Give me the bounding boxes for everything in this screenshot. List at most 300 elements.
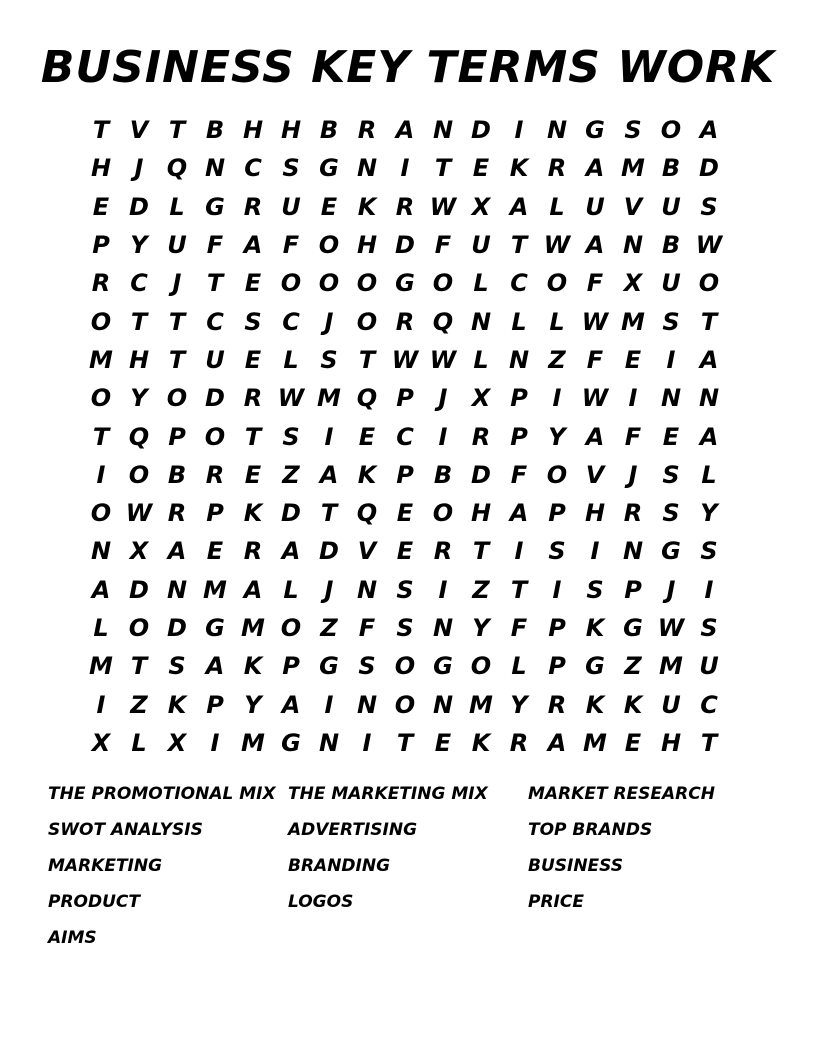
grid-letter[interactable]: X [471,192,491,221]
grid-letter[interactable]: M [241,614,265,642]
grid-letter[interactable]: P [548,652,566,681]
grid-letter[interactable]: D [205,384,225,413]
grid-letter[interactable]: D [471,116,491,145]
grid-letter[interactable]: R [205,460,225,489]
grid-letter[interactable]: U [661,269,681,298]
grid-letter[interactable]: O [90,384,112,413]
grid-letter[interactable]: S [282,422,300,451]
grid-letter[interactable]: M [469,690,493,719]
grid-letter[interactable]: N [508,345,530,374]
grid-letter[interactable]: Y [130,384,148,413]
grid-letter[interactable]: P [548,614,566,642]
grid-letter[interactable]: P [510,384,528,413]
grid-letter[interactable]: K [357,460,377,489]
grid-letter[interactable]: A [699,422,719,451]
grid-letter[interactable]: S [662,499,680,528]
grid-letter[interactable]: U [661,690,681,719]
grid-letter[interactable]: S [168,652,186,681]
grid-letter[interactable]: D [699,154,719,183]
grid-letter[interactable]: A [395,116,415,145]
grid-letter[interactable]: E [320,192,338,221]
grid-letter[interactable]: H [280,116,302,145]
word-search-grid [82,111,728,762]
grid-letter[interactable]: W [581,307,609,336]
grid-letter[interactable]: T [358,345,376,374]
grid-letter[interactable]: H [660,728,682,757]
grid-letter[interactable]: I [704,575,714,604]
grid-letter[interactable]: E [244,345,262,374]
grid-letter[interactable]: K [243,499,263,528]
grid-letter[interactable]: D [167,614,187,642]
grid-letter[interactable]: R [243,384,263,413]
grid-letter[interactable]: L [169,192,185,221]
grid-letter[interactable]: M [621,154,645,183]
grid-letter[interactable]: O [128,460,150,489]
grid-letter[interactable]: P [206,499,224,528]
grid-letter[interactable]: R [357,116,377,145]
grid-letter[interactable]: A [585,154,605,183]
grid-letter[interactable]: E [472,154,490,183]
word-list-item: BUSINESS [528,856,624,876]
grid-letter[interactable]: N [356,690,378,719]
grid-letter[interactable]: W [657,614,685,642]
grid-row [82,149,728,187]
grid-letter[interactable]: N [546,116,568,145]
grid-letter[interactable]: P [282,652,300,681]
grid-letter[interactable]: T [130,652,148,681]
grid-letter[interactable]: W [695,231,723,260]
grid-letter[interactable]: N [204,154,226,183]
grid-letter[interactable]: B [167,460,187,489]
grid-letter[interactable]: S [586,575,604,604]
grid-letter[interactable]: T [244,422,262,451]
grid-letter[interactable]: B [661,231,681,260]
grid-letter[interactable]: X [623,269,643,298]
grid-letter[interactable]: G [395,269,415,298]
grid-letter[interactable]: N [318,728,340,757]
grid-letter[interactable]: U [471,231,491,260]
grid-letter[interactable]: F [510,614,528,642]
grid-letter[interactable]: T [130,307,148,336]
grid-letter[interactable]: H [242,116,264,145]
grid-letter[interactable]: W [277,384,305,413]
grid-letter[interactable]: O [166,384,188,413]
grid-letter[interactable]: G [281,728,301,757]
grid-letter[interactable]: N [90,537,112,566]
grid-letter[interactable]: S [700,192,718,221]
grid-letter[interactable]: C [282,307,300,336]
grid-letter[interactable]: P [396,460,414,489]
grid-letter[interactable]: F [624,422,642,451]
grid-letter[interactable]: V [357,537,377,566]
grid-letter[interactable]: P [396,384,414,413]
grid-row [82,571,728,609]
grid-letter[interactable]: O [470,652,492,681]
grid-letter[interactable]: D [281,499,301,528]
grid-letter[interactable]: A [281,690,301,719]
grid-letter[interactable]: O [394,652,416,681]
grid-letter[interactable]: N [356,154,378,183]
grid-letter[interactable]: A [91,575,111,604]
grid-letter[interactable]: I [362,728,372,757]
grid-letter[interactable]: A [205,652,225,681]
grid-letter[interactable]: O [90,307,112,336]
grid-letter[interactable]: U [167,231,187,260]
grid-letter[interactable]: T [92,422,110,451]
grid-letter[interactable]: K [471,728,491,757]
grid-letter[interactable]: K [585,614,605,642]
grid-letter[interactable]: Y [244,690,262,719]
grid-letter[interactable]: F [586,345,604,374]
grid-letter[interactable]: P [92,231,110,260]
grid-letter[interactable]: S [244,307,262,336]
grid-letter[interactable]: Q [356,499,378,528]
grid-letter[interactable]: I [666,345,676,374]
grid-letter[interactable]: G [623,614,643,642]
grid-row [82,111,728,149]
grid-letter[interactable]: B [433,460,453,489]
grid-letter[interactable]: E [396,499,414,528]
grid-letter[interactable]: E [624,345,642,374]
grid-letter[interactable]: C [244,154,262,183]
grid-letter[interactable]: M [89,652,113,681]
grid-letter[interactable]: D [129,192,149,221]
grid-letter[interactable]: O [660,116,682,145]
grid-letter[interactable]: R [243,537,263,566]
grid-letter[interactable]: A [243,231,263,260]
grid-letter[interactable]: I [514,116,524,145]
grid-letter[interactable]: G [205,614,225,642]
grid-letter[interactable]: L [701,460,717,489]
grid-letter[interactable]: M [203,575,227,604]
grid-letter[interactable]: W [125,499,153,528]
grid-letter[interactable]: S [548,537,566,566]
grid-letter[interactable]: K [167,690,187,719]
grid-letter[interactable]: Y [472,614,490,642]
grid-letter[interactable]: A [319,460,339,489]
grid-letter[interactable]: P [510,422,528,451]
grid-letter[interactable]: A [585,422,605,451]
grid-letter[interactable]: N [622,231,644,260]
grid-letter[interactable]: C [130,269,148,298]
grid-letter[interactable]: T [206,269,224,298]
grid-letter[interactable]: W [429,192,457,221]
grid-letter[interactable]: M [659,652,683,681]
grid-letter[interactable]: S [396,614,414,642]
grid-letter[interactable]: I [628,384,638,413]
grid-letter[interactable]: N [622,537,644,566]
grid-letter[interactable]: A [509,499,529,528]
grid-letter[interactable]: E [244,269,262,298]
grid-letter[interactable]: X [129,537,149,566]
grid-letter[interactable]: G [433,652,453,681]
grid-letter[interactable]: E [206,537,224,566]
grid-letter[interactable]: A [699,116,719,145]
grid-letter[interactable]: T [472,537,490,566]
word-list-item: MARKET RESEARCH [528,784,715,804]
grid-letter[interactable]: I [590,537,600,566]
grid-letter[interactable]: K [585,690,605,719]
grid-letter[interactable]: S [396,575,414,604]
grid-letter[interactable]: A [547,728,567,757]
grid-letter[interactable]: N [698,384,720,413]
grid-letter[interactable]: R [547,154,567,183]
grid-letter[interactable]: B [205,116,225,145]
grid-letter[interactable]: N [356,575,378,604]
grid-letter[interactable]: A [585,231,605,260]
grid-letter[interactable]: R [433,537,453,566]
grid-letter[interactable]: L [473,345,489,374]
grid-letter[interactable]: R [509,728,529,757]
grid-letter[interactable]: Y [130,231,148,260]
grid-letter[interactable]: N [470,307,492,336]
grid-letter[interactable]: O [280,269,302,298]
grid-letter[interactable]: T [510,575,528,604]
grid-letter[interactable]: E [92,192,110,221]
grid-letter[interactable]: G [319,154,339,183]
grid-letter[interactable]: S [700,537,718,566]
grid-letter[interactable]: K [623,690,643,719]
grid-letter[interactable]: Q [432,307,454,336]
grid-letter[interactable]: S [662,307,680,336]
grid-letter[interactable]: Z [548,345,566,374]
grid-letter[interactable]: W [543,231,571,260]
grid-letter[interactable]: S [320,345,338,374]
grid-letter[interactable]: U [281,192,301,221]
grid-letter[interactable]: R [167,499,187,528]
grid-letter[interactable]: S [700,614,718,642]
grid-letter[interactable]: R [471,422,491,451]
grid-letter[interactable]: Z [624,652,642,681]
grid-letter[interactable]: L [511,307,527,336]
grid-letter[interactable]: L [549,192,565,221]
grid-letter[interactable]: L [283,575,299,604]
grid-letter[interactable]: U [699,652,719,681]
grid-letter[interactable]: F [586,269,604,298]
grid-letter[interactable]: T [434,154,452,183]
word-list-item: PRICE [528,892,584,912]
grid-letter[interactable]: J [172,269,182,298]
grid-letter[interactable]: K [243,652,263,681]
grid-letter[interactable]: E [624,728,642,757]
grid-letter[interactable]: W [429,345,457,374]
grid-letter[interactable]: J [324,575,334,604]
grid-letter[interactable]: H [584,499,606,528]
grid-letter[interactable]: T [700,307,718,336]
grid-letter[interactable]: I [438,422,448,451]
grid-letter[interactable]: I [96,460,106,489]
grid-letter[interactable]: H [356,231,378,260]
grid-letter[interactable]: Z [282,460,300,489]
grid-letter[interactable]: U [585,192,605,221]
grid-letter[interactable]: G [585,652,605,681]
grid-letter[interactable]: V [623,192,643,221]
grid-letter[interactable]: E [434,728,452,757]
grid-letter[interactable]: O [356,307,378,336]
grid-letter[interactable]: P [548,499,566,528]
grid-letter[interactable]: O [546,460,568,489]
grid-letter[interactable]: N [432,690,454,719]
grid-letter[interactable]: E [358,422,376,451]
grid-letter[interactable]: I [400,154,410,183]
grid-letter[interactable]: R [395,307,415,336]
grid-letter[interactable]: R [91,269,111,298]
grid-letter[interactable]: J [134,154,144,183]
grid-letter[interactable]: G [205,192,225,221]
grid-letter[interactable]: H [470,499,492,528]
word-list-item: AIMS [48,928,97,948]
grid-letter[interactable]: O [280,614,302,642]
grid-row [82,609,728,647]
grid-letter[interactable]: D [129,575,149,604]
grid-letter[interactable]: X [471,384,491,413]
grid-letter[interactable]: C [396,422,414,451]
grid-letter[interactable]: T [320,499,338,528]
grid-letter[interactable]: G [585,116,605,145]
grid-letter[interactable]: V [585,460,605,489]
grid-letter[interactable]: Q [356,384,378,413]
grid-letter[interactable]: M [621,307,645,336]
grid-letter[interactable]: U [661,192,681,221]
grid-letter[interactable]: A [243,575,263,604]
grid-letter[interactable]: O [698,269,720,298]
grid-letter[interactable]: N [432,116,454,145]
grid-letter[interactable]: B [661,154,681,183]
grid-letter[interactable]: R [395,192,415,221]
grid-letter[interactable]: Y [700,499,718,528]
grid-letter[interactable]: M [89,345,113,374]
grid-letter[interactable]: Z [320,614,338,642]
grid-letter[interactable]: E [396,537,414,566]
grid-letter[interactable]: C [206,307,224,336]
grid-letter[interactable]: A [167,537,187,566]
grid-letter[interactable]: D [395,231,415,260]
grid-letter[interactable]: M [241,728,265,757]
grid-letter[interactable]: Z [472,575,490,604]
grid-letter[interactable]: I [438,575,448,604]
grid-letter[interactable]: N [432,614,454,642]
grid-letter[interactable]: I [96,690,106,719]
grid-letter[interactable]: H [90,154,112,183]
grid-letter[interactable]: P [168,422,186,451]
grid-letter[interactable]: R [243,192,263,221]
grid-letter[interactable]: M [317,384,341,413]
grid-letter[interactable]: A [281,537,301,566]
grid-letter[interactable]: T [396,728,414,757]
grid-letter[interactable]: J [628,460,638,489]
grid-row [82,724,728,762]
grid-letter[interactable]: J [324,307,334,336]
grid-letter[interactable]: R [547,690,567,719]
grid-letter[interactable]: P [206,690,224,719]
grid-letter[interactable]: A [699,345,719,374]
grid-letter[interactable]: U [205,345,225,374]
grid-letter[interactable]: O [318,231,340,260]
grid-letter[interactable]: F [510,460,528,489]
grid-letter[interactable]: Q [128,422,150,451]
grid-letter[interactable]: Y [510,690,528,719]
grid-letter[interactable]: S [282,154,300,183]
grid-letter[interactable]: D [471,460,491,489]
grid-letter[interactable]: E [244,460,262,489]
grid-letter[interactable]: W [391,345,419,374]
grid-letter[interactable]: F [358,614,376,642]
grid-letter[interactable]: S [624,116,642,145]
grid-letter[interactable]: I [324,690,334,719]
grid-letter[interactable]: O [318,269,340,298]
word-list-item: BRANDING [288,856,391,876]
grid-letter[interactable]: N [166,575,188,604]
grid-letter[interactable]: O [394,690,416,719]
grid-letter[interactable]: L [93,614,109,642]
grid-letter[interactable]: T [92,116,110,145]
grid-letter[interactable]: O [356,269,378,298]
grid-letter[interactable]: M [583,728,607,757]
grid-letter[interactable]: X [167,728,187,757]
grid-letter[interactable]: G [661,537,681,566]
grid-letter[interactable]: J [666,575,676,604]
grid-letter[interactable]: L [131,728,147,757]
grid-letter[interactable]: W [581,384,609,413]
grid-letter[interactable]: S [662,460,680,489]
grid-letter[interactable]: F [282,231,300,260]
grid-letter[interactable]: I [552,384,562,413]
grid-letter[interactable]: L [511,652,527,681]
grid-letter[interactable]: P [624,575,642,604]
grid-letter[interactable]: V [129,116,149,145]
grid-letter[interactable]: C [510,269,528,298]
grid-letter[interactable]: F [434,231,452,260]
grid-letter[interactable]: Z [130,690,148,719]
grid-letter[interactable]: E [662,422,680,451]
grid-letter[interactable]: O [90,499,112,528]
grid-letter[interactable]: B [319,116,339,145]
grid-letter[interactable]: F [206,231,224,260]
grid-letter[interactable]: O [432,269,454,298]
grid-letter[interactable]: R [623,499,643,528]
grid-letter[interactable]: A [509,192,529,221]
grid-letter[interactable]: I [210,728,220,757]
grid-letter[interactable]: T [510,231,528,260]
grid-letter[interactable]: O [432,499,454,528]
grid-letter[interactable]: X [91,728,111,757]
grid-letter[interactable]: T [168,116,186,145]
grid-letter[interactable]: H [128,345,150,374]
grid-letter[interactable]: O [128,614,150,642]
grid-letter[interactable]: S [358,652,376,681]
grid-letter[interactable]: J [438,384,448,413]
grid-letter[interactable]: L [549,307,565,336]
grid-letter[interactable]: L [283,345,299,374]
grid-letter[interactable]: C [700,690,718,719]
grid-letter[interactable]: I [514,537,524,566]
grid-letter[interactable]: T [168,345,186,374]
grid-letter[interactable]: I [324,422,334,451]
grid-letter[interactable]: K [357,192,377,221]
grid-letter[interactable]: T [700,728,718,757]
grid-letter[interactable]: N [660,384,682,413]
grid-letter[interactable]: O [204,422,226,451]
grid-letter[interactable]: Y [548,422,566,451]
grid-letter[interactable]: T [168,307,186,336]
grid-letter[interactable]: K [509,154,529,183]
grid-letter[interactable]: I [552,575,562,604]
grid-letter[interactable]: O [546,269,568,298]
grid-letter[interactable]: L [473,269,489,298]
grid-letter[interactable]: G [319,652,339,681]
grid-letter[interactable]: Q [166,154,188,183]
grid-letter[interactable]: D [319,537,339,566]
